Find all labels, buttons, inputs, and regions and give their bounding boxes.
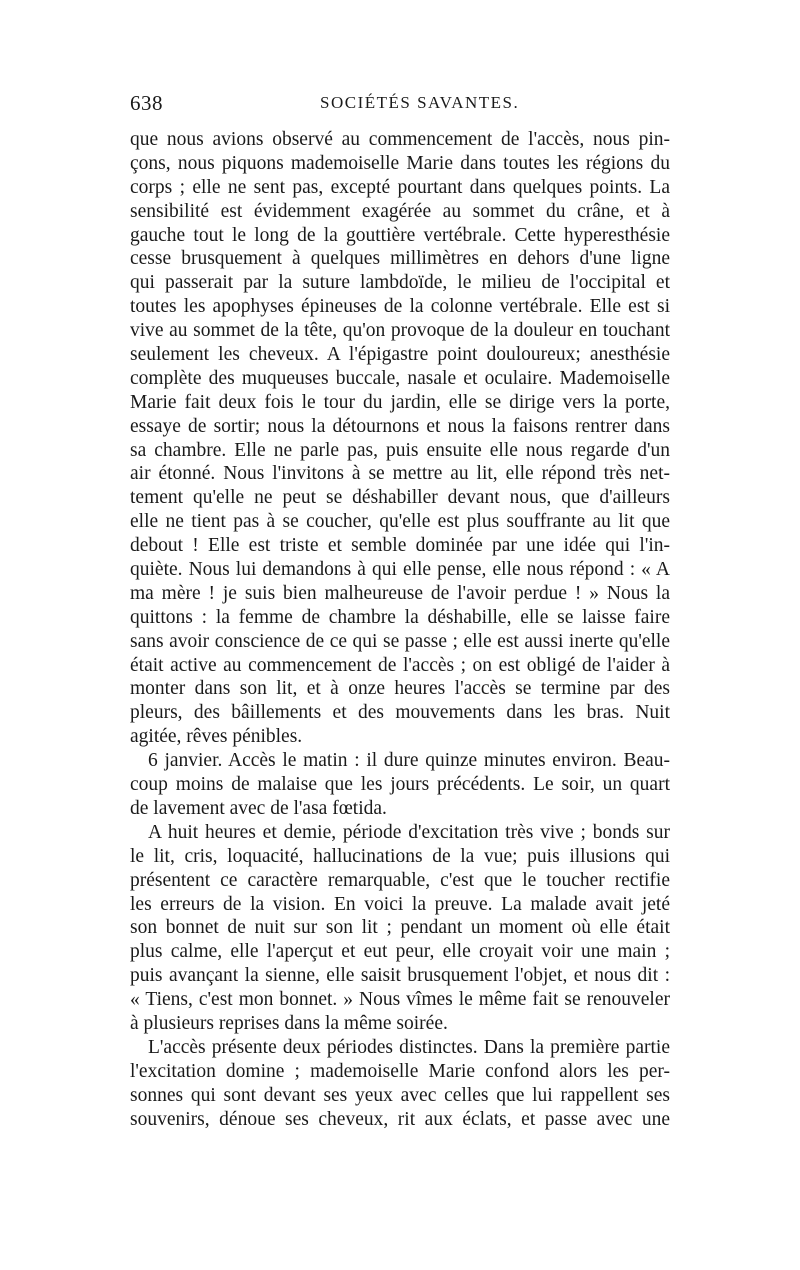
paragraph-end-line: agitée, rêves pénibles. <box>130 726 303 748</box>
running-title: SOCIÉTÉS SAVANTES. <box>320 93 520 112</box>
text-line: elle ne tient pas à se coucher, qu'elle est plus souffrante au lit que <box>130 511 670 533</box>
text-line: tement qu'elle ne peut se déshabiller devant nous, que d'ailleurs <box>130 487 670 509</box>
paragraph-start-line: A huit heures et demie, période d'excitation très vive ; bonds sur <box>148 821 670 843</box>
paragraph-end-line: de lavement avec de l'asa fœtida. <box>130 797 387 819</box>
text-line: quittons : la femme de chambre la déshabille, elle se laisse faire <box>130 606 670 628</box>
text-line: sonnes qui sont devant ses yeux avec celles que lui rappellent ses <box>130 1084 670 1106</box>
text-line: Marie fait deux fois le tour du jardin, elle se dirige vers la porte, <box>130 391 670 413</box>
text-line: présentent ce caractère remarquable, c'est que le toucher rectifie <box>130 869 670 891</box>
text-line: le lit, cris, loquacité, hallucinations de la vue; puis illusions qui <box>130 845 670 867</box>
text-line: debout ! Elle est triste et semble dominée par une idée qui l'in- <box>130 535 670 557</box>
text-line: air étonné. Nous l'invitons à se mettre au lit, elle répond très net- <box>130 463 670 485</box>
text-line: gauche tout le long de la gouttière vertébrale. Cette hyperesthésie <box>130 224 670 246</box>
text-line: les erreurs de la vision. En voici la preuve. La malade avait jeté <box>130 893 670 915</box>
text-line: souvenirs, dénoue ses cheveux, rit aux éclats, et passe avec une <box>130 1108 670 1130</box>
page-number: 638 <box>130 91 163 115</box>
text-line: puis avançant la sienne, elle saisit brusquement l'objet, et nous dit : <box>130 965 670 987</box>
text-line: « Tiens, c'est mon bonnet. » Nous vîmes le même fait se renouveler <box>130 989 670 1011</box>
text-line: pleurs, des bâillements et des mouvements dans les bras. Nuit <box>130 702 670 724</box>
text-line: son bonnet de nuit sur son lit ; pendant un moment où elle était <box>130 917 670 939</box>
text-line: complète des muqueuses buccale, nasale et oculaire. Mademoiselle <box>130 367 670 389</box>
text-line: çons, nous piquons mademoiselle Marie dans toutes les régions du <box>130 152 670 174</box>
text-line: était active au commencement de l'accès ; on est obligé de l'aider à <box>130 654 670 676</box>
text-line: sans avoir conscience de ce qui se passe ; elle est aussi inerte qu'elle <box>130 630 670 652</box>
running-head <box>130 91 670 117</box>
text-line: essaye de sortir; nous la détournons et nous la faisons rentrer dans <box>130 415 670 437</box>
text-line: quiète. Nous lui demandons à qui elle pense, elle nous répond : « A <box>130 559 670 581</box>
text-line: sensibilité est évidemment exagérée au sommet du crâne, et à <box>130 200 670 222</box>
text-line: toutes les apophyses épineuses de la colonne vertébrale. Elle est si <box>130 296 670 318</box>
text-line: qui passerait par la suture lambdoïde, le milieu de l'occipital et <box>130 272 670 294</box>
text-line: cesse brusquement à quelques millimètres en dehors d'une ligne <box>130 248 670 270</box>
text-line: sa chambre. Elle ne parle pas, puis ensuite elle nous regarde d'un <box>130 439 670 461</box>
paragraph-end-line: à plusieurs reprises dans la même soirée. <box>130 1012 448 1034</box>
text-line: ma mère ! je suis bien malheureuse de l'avoir perdue ! » Nous la <box>130 582 670 604</box>
text-line: seulement les cheveux. A l'épigastre point douloureux; anesthésie <box>130 344 670 366</box>
text-line: plus calme, elle l'aperçut et eut peur, elle croyait voir une main ; <box>130 941 670 963</box>
text-line: vive au sommet de la tête, qu'on provoque de la douleur en touchant <box>130 320 670 342</box>
text-line: corps ; elle ne sent pas, excepté pourtant dans quelques points. La <box>130 176 670 198</box>
body-text <box>130 128 670 1131</box>
paragraph-start-line: 6 janvier. Accès le matin : il dure quinze minutes environ. Beau- <box>148 750 670 772</box>
text-line: coup moins de malaise que les jours précédents. Le soir, un quart <box>130 774 670 796</box>
paragraph-start-line: L'accès présente deux périodes distinctes. Dans la première partie <box>148 1036 670 1058</box>
text-line: monter dans son lit, et à onze heures l'accès se termine par des <box>130 678 670 700</box>
text-line: l'excitation domine ; mademoiselle Marie confond alors les per- <box>130 1060 670 1082</box>
text-line: que nous avions observé au commencement de l'accès, nous pin- <box>130 129 670 150</box>
